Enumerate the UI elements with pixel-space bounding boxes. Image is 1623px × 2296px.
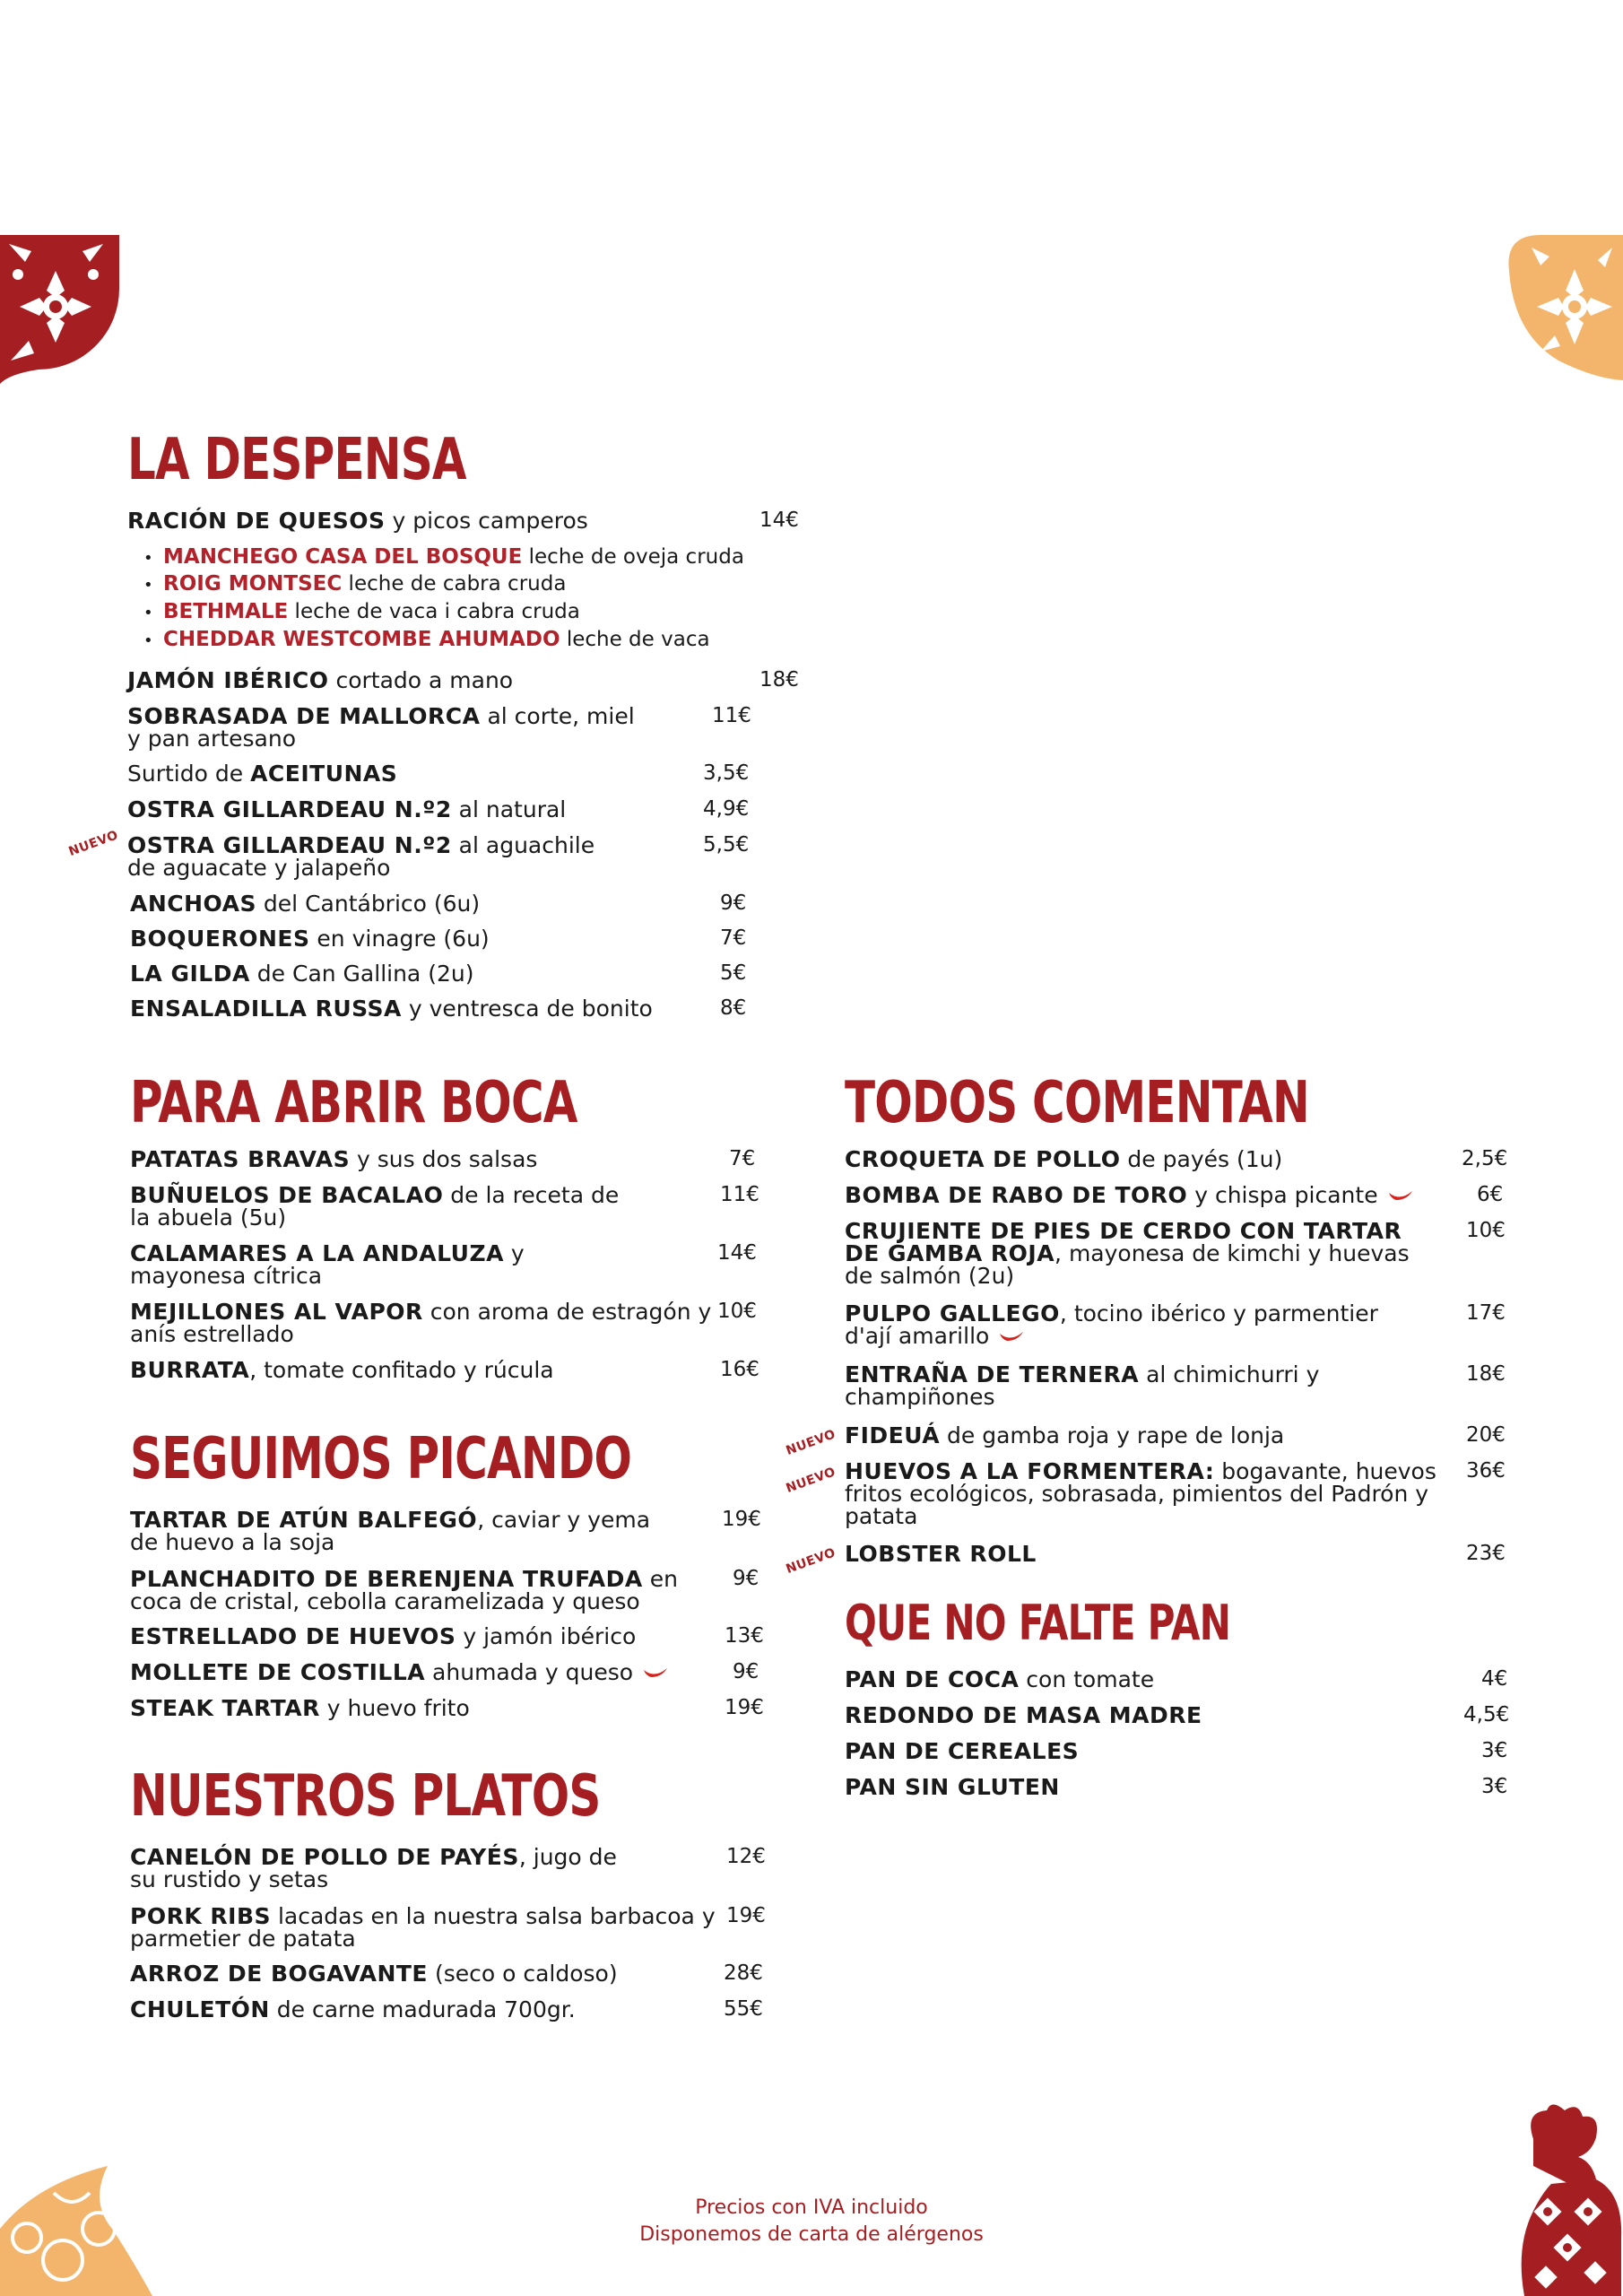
section-title-que-no-falte-pan: QUE NO FALTE PAN [845, 1595, 1231, 1651]
decorative-tile-icon [0, 235, 119, 384]
price: 9€ [720, 891, 747, 915]
price: 36€ [1466, 1459, 1506, 1483]
price: 7€ [720, 926, 747, 950]
menu-item-entrana: ENTRAÑA DE TERNERA al chimichurri y champiñones 18€ [845, 1361, 1506, 1410]
price: 18€ [1466, 1362, 1506, 1386]
price: 6€ [1477, 1183, 1504, 1206]
price: 55€ [724, 1997, 763, 2021]
price: 12€ [726, 1845, 766, 1868]
menu-item-estrellado: ESTRELLADO DE HUEVOS y jamón ibérico 13€ [130, 1623, 764, 1649]
cheese-item: • BETHMALE leche de vaca i cabra cruda [143, 600, 580, 623]
cheese-item: • ROIG MONTSEC leche de cabra cruda [143, 572, 567, 596]
footer-iva-note: Precios con IVA incluido [695, 2196, 928, 2219]
price: 28€ [724, 1961, 763, 1985]
price: 11€ [720, 1183, 759, 1206]
menu-item-ostra-aguachile: OSTRA GILLARDEAU N.º2 al aguachile de aguacate y jalapeño 5,5€ [127, 832, 750, 881]
price: 5€ [720, 961, 747, 985]
price: 16€ [720, 1358, 759, 1381]
price: 14€ [759, 509, 799, 532]
price: 18€ [759, 668, 799, 691]
price: 3€ [1481, 1775, 1508, 1798]
menu-item-pulpo: PULPO GALLEGO, tocino ibérico y parmentier d'ají amarillo 17€ [845, 1300, 1506, 1349]
price: 2,5€ [1462, 1147, 1508, 1170]
menu-item-calamares: CALAMARES A LA ANDALUZA y mayonesa cítrica 14€ [130, 1240, 757, 1289]
footer-allergens-note: Disponemos de carta de alérgenos [639, 2223, 984, 2246]
menu-item-canelon: CANELÓN DE POLLO DE PAYÉS, jugo de su rustido y setas 12€ [130, 1844, 766, 1892]
price: 19€ [722, 1508, 761, 1531]
price: 7€ [729, 1147, 756, 1170]
menu-item-huevos-formentera: HUEVOS A LA FORMENTERA: bogavante, huevos fritos ecológicos, sobrasada, pimientos del Padrón y patata 36€ [845, 1458, 1506, 1529]
chili-pepper-icon [1387, 1189, 1414, 1204]
nuevo-badge: NUEVO [784, 1545, 838, 1577]
price: 5,5€ [703, 833, 750, 857]
menu-item-fideua: FIDEUÁ de gamba roja y rape de lonja 20€ [845, 1422, 1506, 1448]
price: 3€ [1481, 1739, 1508, 1762]
menu-item-jamon-iberico: JAMÓN IBÉRICO cortado a mano 18€ [127, 667, 799, 693]
price: 10€ [1466, 1219, 1506, 1242]
price: 4,5€ [1463, 1703, 1510, 1726]
nuevo-badge: NUEVO [784, 1427, 838, 1458]
menu-item-ensaladilla: ENSALADILLA RUSSA y ventresca de bonito 8€ [130, 996, 747, 1022]
menu-item-ostra-natural: OSTRA GILLARDEAU N.º2 al natural 4,9€ [127, 796, 750, 822]
price: 8€ [720, 996, 747, 1020]
price: 13€ [725, 1624, 764, 1648]
price: 23€ [1466, 1542, 1506, 1565]
price: 19€ [726, 1904, 766, 1927]
price: 17€ [1466, 1301, 1506, 1325]
menu-item-anchoas: ANCHOAS del Cantábrico (6u) 9€ [130, 891, 747, 917]
price: 9€ [733, 1660, 759, 1683]
price: 4,9€ [703, 797, 750, 821]
price: 11€ [712, 704, 751, 727]
menu-item-boquerones: BOQUERONES en vinagre (6u) 7€ [130, 926, 747, 952]
section-title-para-abrir-boca: PARA ABRIR BOCA [130, 1070, 577, 1136]
menu-item-crujiente: CRUJIENTE DE PIES DE CERDO CON TARTAR DE GAMBA ROJA, mayonesa de kimchi y huevas de salmón (2u) 10€ [845, 1218, 1506, 1289]
menu-item-sobrasada: SOBRASADA DE MALLORCA al corte, miel y pan artesano 11€ [127, 703, 751, 752]
menu-item-pan-de-coca: PAN DE COCA con tomate 4€ [845, 1666, 1508, 1692]
menu-item-tartar-atun: TARTAR DE ATÚN BALFEGÓ, caviar y yema de huevo a la soja 19€ [130, 1507, 761, 1555]
menu-item-chuleton: CHULETÓN de carne madurada 700gr. 55€ [130, 1996, 763, 2022]
menu-item-mollete: MOLLETE DE COSTILLA ahumada y queso 9€ [130, 1659, 759, 1685]
menu-item-steak-tartar: STEAK TARTAR y huevo frito 19€ [130, 1695, 764, 1721]
section-title-seguimos-picando: SEGUIMOS PICANDO [130, 1426, 632, 1492]
menu-item-croqueta: CROQUETA DE POLLO de payés (1u) 2,5€ [845, 1146, 1508, 1172]
menu-item-planchadito: PLANCHADITO DE BERENJENA TRUFADA en coca de cristal, cebolla caramelizada y queso 9€ [130, 1566, 759, 1614]
decorative-tile-icon [1505, 235, 1623, 380]
menu-item-bunuelos: BUÑUELOS DE BACALAO de la receta de la abuela (5u) 11€ [130, 1182, 759, 1231]
price: 4€ [1481, 1667, 1508, 1691]
price: 19€ [725, 1696, 764, 1719]
menu-item-aceitunas: Surtido de ACEITUNAS 3,5€ [127, 761, 750, 787]
menu-item-pork-ribs: PORK RIBS lacadas en la nuestra salsa barbacoa y parmetier de patata 19€ [130, 1903, 766, 1952]
menu-item-patatas-bravas: PATATAS BRAVAS y sus dos salsas 7€ [130, 1146, 756, 1172]
section-title-la-despensa: LA DESPENSA [127, 427, 466, 493]
menu-item-racion-de-quesos: RACIÓN DE QUESOS y picos camperos 14€ [127, 508, 799, 534]
menu-item-arroz-bogavante: ARROZ DE BOGAVANTE (seco o caldoso) 28€ [130, 1961, 763, 1987]
nuevo-badge: NUEVO [66, 828, 121, 859]
price: 20€ [1466, 1423, 1506, 1447]
price: 9€ [733, 1567, 759, 1590]
price: 3,5€ [703, 761, 750, 785]
menu-item-la-gilda: LA GILDA de Can Gallina (2u) 5€ [130, 961, 747, 987]
chili-pepper-icon [998, 1330, 1025, 1344]
nuevo-badge: NUEVO [784, 1465, 838, 1496]
section-title-todos-comentan: TODOS COMENTAN [845, 1070, 1309, 1136]
section-title-nuestros-platos: NUESTROS PLATOS [130, 1763, 601, 1830]
menu-item-burrata: BURRATA, tomate confitado y rúcula 16€ [130, 1357, 759, 1383]
menu-item-bomba: BOMBA DE RABO DE TORO y chispa picante 6€ [845, 1182, 1504, 1208]
menu-item-pan-sin-gluten: PAN SIN GLUTEN 3€ [845, 1774, 1508, 1800]
cheese-item: • CHEDDAR WESTCOMBE AHUMADO leche de vaca [143, 628, 710, 651]
price: 10€ [717, 1300, 757, 1323]
menu-item-mejillones: MEJILLONES AL VAPOR con aroma de estragón y anís estrellado 10€ [130, 1299, 757, 1347]
menu-item-redondo-masa-madre: REDONDO DE MASA MADRE 4,5€ [845, 1702, 1510, 1728]
chili-pepper-icon [642, 1666, 669, 1681]
cheese-item: • MANCHEGO CASA DEL BOSQUE leche de oveja cruda [143, 545, 744, 569]
menu-item-pan-de-cereales: PAN DE CEREALES 3€ [845, 1738, 1508, 1764]
price: 14€ [717, 1241, 757, 1265]
menu-item-lobster-roll: LOBSTER ROLL 23€ [845, 1541, 1506, 1567]
